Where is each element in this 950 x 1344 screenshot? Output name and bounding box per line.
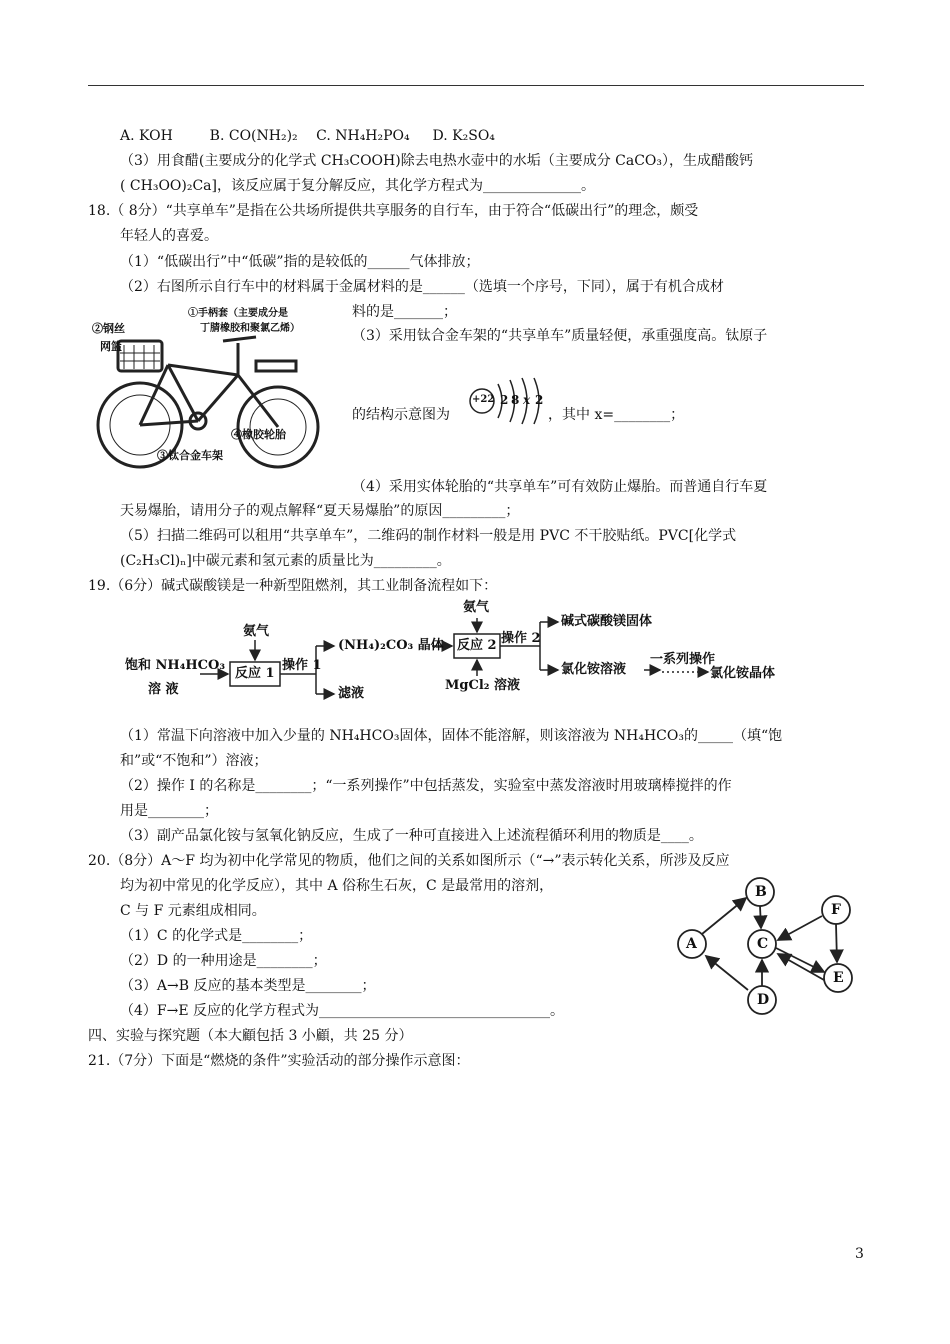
flow-start-2: 溶 液 — [148, 682, 179, 697]
q17-3-line1: （3）用食醋(主要成分的化学式 CH₃COOH)除去电热水壶中的水垢（主要成分 CaCO₃），生成醋酸钙 — [120, 153, 753, 169]
atom-shell-3: x — [523, 393, 531, 407]
flow-nh4cl-solution: 氯化铵溶液 — [561, 662, 627, 677]
node-c: C — [757, 936, 769, 952]
node-b: B — [755, 884, 767, 900]
node-d: D — [757, 992, 770, 1008]
q18-1: （1）“低碳出行”中“低碳”指的是较低的______气体排放； — [120, 254, 480, 270]
q18-3-cont: 的结构示意图为 — [352, 407, 450, 423]
flow-ammonia-2: 氨气 — [463, 600, 490, 615]
flow-product: 碱式碳酸镁固体 — [561, 614, 653, 629]
q18-stem-2: 年轻人的喜爱。 — [120, 228, 218, 244]
flow-reaction-2: 反应 2 — [457, 638, 497, 653]
atom-shell-2: 8 — [511, 393, 520, 407]
flow-mgcl2: MgCl₂ 溶液 — [445, 678, 520, 693]
node-e: E — [833, 970, 844, 986]
flow-reaction-1: 反应 1 — [235, 666, 275, 681]
header-rule — [88, 85, 864, 86]
q20-3: （3）A→B 反应的基本类型是________； — [120, 978, 376, 994]
q18-5: （5）扫描二维码可以租用“共享单车”，二维码的制作材料一般是用 PVC 不干胶贴纸。PVC[化学式 — [120, 528, 737, 544]
q20-stem-2: 均为初中常见的化学反应），其中 A 俗称生石灰，C 是最常用的溶剂， — [120, 878, 554, 894]
q19-1: （1）常温下向溶液中加入少量的 NH₄HCO₃固体，固体不能溶解，则该溶液为 NH₄HCO₃的_____（填“饱 — [120, 728, 783, 744]
bike-label-3: ③钛合金车架 — [157, 449, 223, 462]
flow-op-2: 操作 2 — [501, 631, 541, 646]
q18-4-cont: 天易爆胎，请用分子的观点解释“夏天易爆胎”的原因_________； — [120, 503, 520, 519]
q18-2: （2）右图所示自行车中的材料属于金属材料的是______（选填一个序号，下同），属于有机合成材 — [120, 279, 724, 295]
flow-crystal: (NH₄)₂CO₃ 晶体 — [338, 638, 444, 653]
bike-label-4: ④橡胶轮胎 — [231, 428, 286, 441]
q19-2: （2）操作 I 的名称是________；“一系列操作”中包括蒸发，实验室中蒸发溶液时用玻璃棒搅拌的作 — [120, 778, 732, 794]
atom-shell-1: 2 — [500, 393, 509, 407]
bike-label-1b: 丁腈橡胶和聚氯乙烯） — [200, 323, 300, 334]
page-number: 3 — [855, 1246, 864, 1262]
node-a: A — [686, 936, 697, 952]
flow-series-ops: 一系列操作 — [650, 652, 716, 667]
flow-nh4cl-crystal: 氯化铵晶体 — [710, 666, 776, 681]
bike-label-2b: 网篮 — [100, 340, 122, 353]
q20-4: （4）F→E 反应的化学方程式为_________________________________。 — [120, 1003, 565, 1019]
flow-start-1: 饱和 NH₄HCO₃ — [125, 658, 226, 673]
bike-label-1: ①手柄套（主要成分是 — [188, 308, 288, 319]
q18-5-cont: (C₂H₃Cl)ₙ]中碳元素和氢元素的质量比为_________。 — [120, 553, 451, 569]
q19-2-cont: 用是________； — [120, 803, 218, 819]
q20-2: （2）D 的一种用途是________； — [120, 953, 327, 969]
flow-op-1: 操作 1 — [282, 658, 322, 673]
q20-stem: 20.（8分）A～F 均为初中化学常见的物质，他们之间的关系如图所示（“→”表示转化关系，所涉及反应 — [88, 853, 730, 869]
section-four-heading: 四、实验与探究题（本大顧包括 3 小顧，共 25 分） — [88, 1028, 413, 1044]
q18-3: （3）采用钛合金车架的“共享单车”质量轻便，承重强度高。钛原子 — [352, 328, 768, 344]
node-f: F — [831, 902, 841, 918]
q20-stem-3: C 与 F 元素组成相同。 — [120, 903, 266, 919]
flow-filtrate: 滤液 — [338, 686, 365, 701]
q18-2-cont: 料的是_______； — [352, 304, 457, 320]
q21-stem: 21.（7分）下面是“燃烧的条件”实验活动的部分操作示意图： — [88, 1053, 470, 1069]
flow-ammonia-1: 氨气 — [243, 624, 270, 639]
q19-stem: 19.（6分）碱式碳酸镁是一种新型阻燃剂，其工业制备流程如下： — [88, 578, 498, 594]
q18-stem: 18.（ 8分）“共享单车”是指在公共场所提供共享服务的自行车，由于符合“低碳出行”的理念，颇受 — [88, 203, 699, 219]
q19-1-cont: 和”或“不饱和”）溶液； — [120, 753, 268, 769]
q17-3-line2: ( CH₃OO)₂Ca]，该反应属于复分解反应，其化学方程式为______________。 — [120, 178, 595, 194]
bike-label-2: ②钢丝 — [92, 322, 125, 335]
q18-4: （4）采用实体轮胎的“共享单车”可有效防止爆胎。而普通自行车夏 — [352, 479, 768, 495]
q18-3-blank: ，其中 x=________； — [548, 407, 685, 423]
atom-nucleus: +22 — [472, 394, 495, 405]
q19-3: （3）副产品氯化铵与氢氧化钠反应，生成了一种可直接进入上述流程循环利用的物质是____。 — [120, 828, 703, 844]
q17-options: A. KOH B. CO(NH₂)₂ C. NH₄H₂PO₄ D. K₂SO₄ — [120, 128, 495, 144]
q20-1: （1）C 的化学式是________； — [120, 928, 313, 944]
atom-shell-4: 2 — [535, 393, 544, 407]
